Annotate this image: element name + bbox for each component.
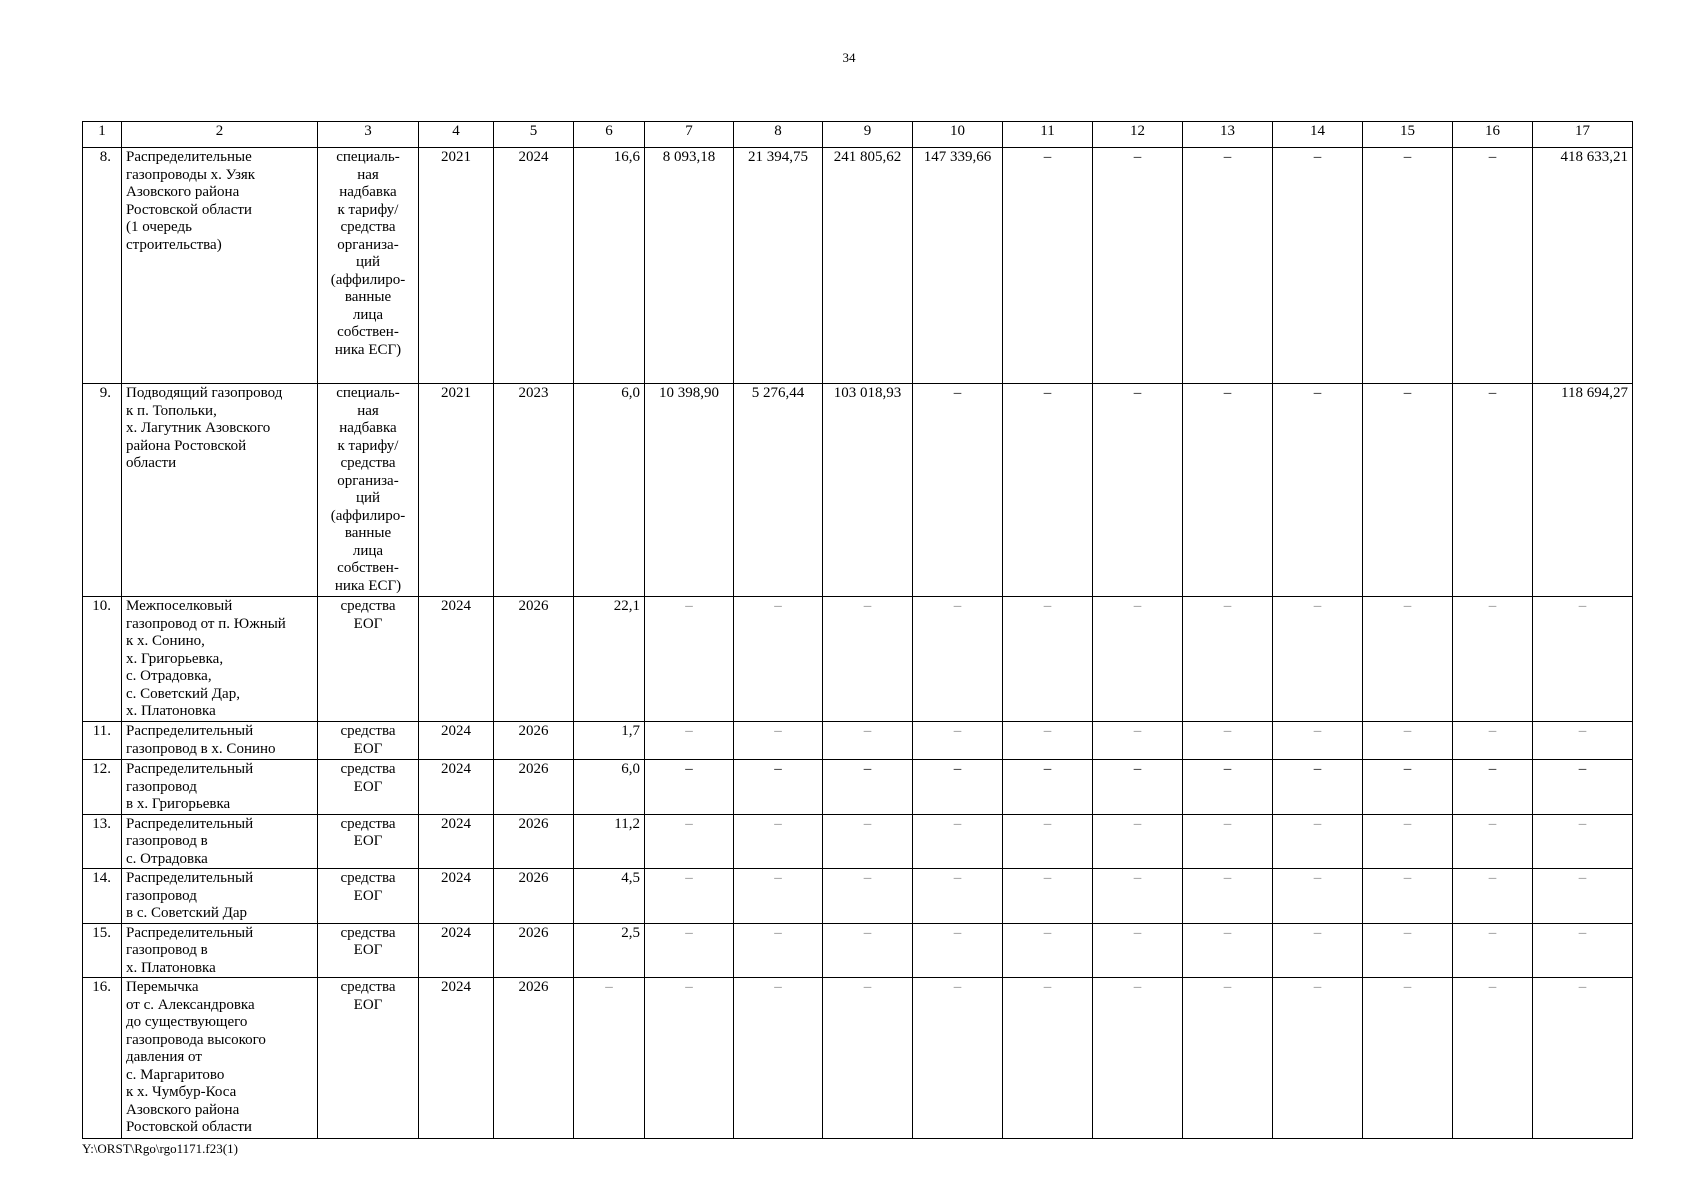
file-path-footer: Y:\ORST\Rgo\rgo1171.f23(1) (82, 1141, 238, 1156)
cell-c8: – (734, 597, 823, 722)
cell-c9: 241 805,62 (823, 148, 913, 384)
cell-c12: – (1093, 814, 1183, 869)
column-header-5: 5 (494, 122, 574, 148)
cell-end: 2026 (494, 814, 574, 869)
cell-c13: – (1183, 869, 1273, 924)
cell-num: 15. (83, 923, 122, 978)
column-header-15: 15 (1363, 122, 1453, 148)
table-row (83, 597, 1633, 722)
cell-source: средства ЕОГ (318, 923, 419, 978)
cell-end: 2026 (494, 760, 574, 815)
column-header-14: 14 (1273, 122, 1363, 148)
cell-c17: – (1533, 597, 1633, 722)
cell-start: 2021 (419, 384, 494, 597)
table-row (83, 814, 1633, 869)
cell-start: 2024 (419, 869, 494, 924)
cell-c9: – (823, 597, 913, 722)
cell-c7: – (645, 869, 734, 924)
cell-c10: – (913, 869, 1003, 924)
cell-name: Распределительный газопровод в с. Отрадовка (122, 814, 318, 869)
cell-c7: – (645, 722, 734, 760)
cell-c16: – (1453, 814, 1533, 869)
cell-c15: – (1363, 722, 1453, 760)
cell-c14: – (1273, 814, 1363, 869)
cell-start: 2024 (419, 597, 494, 722)
cell-c15: – (1363, 869, 1453, 924)
cell-start: 2024 (419, 814, 494, 869)
cell-c16: – (1453, 923, 1533, 978)
cell-c7: – (645, 760, 734, 815)
cell-c8: – (734, 814, 823, 869)
cell-c16: – (1453, 384, 1533, 597)
cell-name: Межпоселковый газопровод от п. Южный к х. Сонино, х. Григорьевка, с. Отрадовка, с. Советский Дар, х. Платоновка (122, 597, 318, 722)
cell-c15: – (1363, 148, 1453, 384)
cell-start: 2024 (419, 722, 494, 760)
cell-c12: – (1093, 869, 1183, 924)
cell-c7: 8 093,18 (645, 148, 734, 384)
cell-c13: – (1183, 597, 1273, 722)
cell-c9: – (823, 978, 913, 1139)
cell-c8: 21 394,75 (734, 148, 823, 384)
table-row (83, 384, 1633, 597)
cell-c7: – (645, 978, 734, 1139)
cell-c14: – (1273, 722, 1363, 760)
cell-name: Распределительный газопровод в х. Платоновка (122, 923, 318, 978)
cell-c9: – (823, 814, 913, 869)
cell-c11: – (1003, 978, 1093, 1139)
investment-program-table (82, 121, 1633, 1139)
cell-length: 6,0 (574, 384, 645, 597)
cell-c17: – (1533, 814, 1633, 869)
cell-source: специаль- ная надбавка к тарифу/ средства организа- ций (аффилиро- ванные лица собствен- ника ЕСГ) (318, 148, 419, 384)
cell-num: 9. (83, 384, 122, 597)
cell-name: Подводящий газопровод к п. Топольки, х. Лагутник Азовского района Ростовской области (122, 384, 318, 597)
column-header-13: 13 (1183, 122, 1273, 148)
cell-c15: – (1363, 384, 1453, 597)
cell-length: 4,5 (574, 869, 645, 924)
cell-c14: – (1273, 597, 1363, 722)
cell-c14: – (1273, 869, 1363, 924)
cell-name: Распределительные газопроводы х. Узяк Азовского района Ростовской области (1 очередь строительства) (122, 148, 318, 384)
cell-length: 16,6 (574, 148, 645, 384)
cell-c12: – (1093, 384, 1183, 597)
cell-c9: 103 018,93 (823, 384, 913, 597)
cell-c8: – (734, 869, 823, 924)
cell-source: специаль- ная надбавка к тарифу/ средства организа- ций (аффилиро- ванные лица собствен- ника ЕСГ) (318, 384, 419, 597)
cell-c11: – (1003, 722, 1093, 760)
cell-c8: – (734, 978, 823, 1139)
cell-c8: 5 276,44 (734, 384, 823, 597)
column-header-11: 11 (1003, 122, 1093, 148)
table-row (83, 978, 1633, 1139)
cell-num: 10. (83, 597, 122, 722)
cell-c11: – (1003, 597, 1093, 722)
column-header-7: 7 (645, 122, 734, 148)
cell-c15: – (1363, 978, 1453, 1139)
column-header-3: 3 (318, 122, 419, 148)
cell-c13: – (1183, 923, 1273, 978)
column-header-2: 2 (122, 122, 318, 148)
cell-c16: – (1453, 597, 1533, 722)
column-header-1: 1 (83, 122, 122, 148)
cell-c12: – (1093, 148, 1183, 384)
cell-end: 2023 (494, 384, 574, 597)
cell-c15: – (1363, 760, 1453, 815)
cell-c17: – (1533, 760, 1633, 815)
table-row (83, 722, 1633, 760)
cell-c14: – (1273, 978, 1363, 1139)
cell-c13: – (1183, 148, 1273, 384)
cell-c10: – (913, 814, 1003, 869)
cell-c10: – (913, 978, 1003, 1139)
cell-c11: – (1003, 814, 1093, 869)
cell-source: средства ЕОГ (318, 814, 419, 869)
cell-start: 2024 (419, 760, 494, 815)
cell-name: Распределительный газопровод в х. Григорьевка (122, 760, 318, 815)
cell-c7: – (645, 597, 734, 722)
cell-c8: – (734, 760, 823, 815)
cell-num: 16. (83, 978, 122, 1139)
cell-c16: – (1453, 978, 1533, 1139)
cell-c11: – (1003, 923, 1093, 978)
cell-c17: – (1533, 722, 1633, 760)
cell-source: средства ЕОГ (318, 760, 419, 815)
column-number-header-row (83, 122, 1633, 148)
column-header-17: 17 (1533, 122, 1633, 148)
cell-c7: – (645, 814, 734, 869)
cell-c17: – (1533, 978, 1633, 1139)
cell-c15: – (1363, 814, 1453, 869)
column-header-8: 8 (734, 122, 823, 148)
cell-end: 2026 (494, 978, 574, 1139)
cell-end: 2026 (494, 722, 574, 760)
cell-end: 2026 (494, 597, 574, 722)
table-row (83, 760, 1633, 815)
cell-length: 2,5 (574, 923, 645, 978)
cell-source: средства ЕОГ (318, 869, 419, 924)
cell-c12: – (1093, 923, 1183, 978)
cell-c11: – (1003, 760, 1093, 815)
cell-num: 14. (83, 869, 122, 924)
cell-num: 11. (83, 722, 122, 760)
cell-name: Распределительный газопровод в с. Советский Дар (122, 869, 318, 924)
column-header-16: 16 (1453, 122, 1533, 148)
page-number: 34 (842, 50, 856, 65)
cell-num: 13. (83, 814, 122, 869)
cell-c11: – (1003, 148, 1093, 384)
column-header-9: 9 (823, 122, 913, 148)
table-row (83, 148, 1633, 384)
column-header-6: 6 (574, 122, 645, 148)
cell-end: 2024 (494, 148, 574, 384)
cell-c17: 118 694,27 (1533, 384, 1633, 597)
cell-c9: – (823, 923, 913, 978)
cell-c12: – (1093, 760, 1183, 815)
cell-c7: – (645, 923, 734, 978)
cell-c12: – (1093, 597, 1183, 722)
cell-c10: – (913, 597, 1003, 722)
cell-length: – (574, 978, 645, 1139)
cell-c8: – (734, 923, 823, 978)
cell-c16: – (1453, 148, 1533, 384)
cell-end: 2026 (494, 923, 574, 978)
cell-num: 12. (83, 760, 122, 815)
cell-c14: – (1273, 384, 1363, 597)
cell-length: 1,7 (574, 722, 645, 760)
cell-c14: – (1273, 923, 1363, 978)
cell-name: Распределительный газопровод в х. Сонино (122, 722, 318, 760)
cell-c10: – (913, 384, 1003, 597)
cell-source: средства ЕОГ (318, 597, 419, 722)
cell-source: средства ЕОГ (318, 978, 419, 1139)
cell-c9: – (823, 869, 913, 924)
cell-c7: 10 398,90 (645, 384, 734, 597)
cell-c9: – (823, 760, 913, 815)
cell-c12: – (1093, 722, 1183, 760)
cell-c15: – (1363, 597, 1453, 722)
cell-length: 22,1 (574, 597, 645, 722)
cell-c13: – (1183, 814, 1273, 869)
cell-c14: – (1273, 148, 1363, 384)
column-header-10: 10 (913, 122, 1003, 148)
cell-c15: – (1363, 923, 1453, 978)
cell-name: Перемычка от с. Александровка до существующего газопровода высокого давления от с. Маргаритово к х. Чумбур-Коса Азовского района Ростовской области (122, 978, 318, 1139)
cell-c17: – (1533, 869, 1633, 924)
cell-c16: – (1453, 760, 1533, 815)
cell-c16: – (1453, 722, 1533, 760)
cell-c10: – (913, 923, 1003, 978)
cell-c13: – (1183, 384, 1273, 597)
cell-c13: – (1183, 760, 1273, 815)
cell-c9: – (823, 722, 913, 760)
cell-c17: – (1533, 923, 1633, 978)
cell-start: 2021 (419, 148, 494, 384)
cell-c8: – (734, 722, 823, 760)
column-header-4: 4 (419, 122, 494, 148)
column-header-12: 12 (1093, 122, 1183, 148)
cell-length: 11,2 (574, 814, 645, 869)
cell-c11: – (1003, 869, 1093, 924)
cell-c10: – (913, 760, 1003, 815)
cell-start: 2024 (419, 923, 494, 978)
cell-num: 8. (83, 148, 122, 384)
cell-start: 2024 (419, 978, 494, 1139)
cell-c13: – (1183, 722, 1273, 760)
cell-c10: – (913, 722, 1003, 760)
cell-end: 2026 (494, 869, 574, 924)
cell-c11: – (1003, 384, 1093, 597)
cell-c10: 147 339,66 (913, 148, 1003, 384)
cell-c16: – (1453, 869, 1533, 924)
cell-c17: 418 633,21 (1533, 148, 1633, 384)
cell-source: средства ЕОГ (318, 722, 419, 760)
cell-c14: – (1273, 760, 1363, 815)
table-row (83, 923, 1633, 978)
cell-c12: – (1093, 978, 1183, 1139)
cell-c13: – (1183, 978, 1273, 1139)
cell-length: 6,0 (574, 760, 645, 815)
table-row (83, 869, 1633, 924)
